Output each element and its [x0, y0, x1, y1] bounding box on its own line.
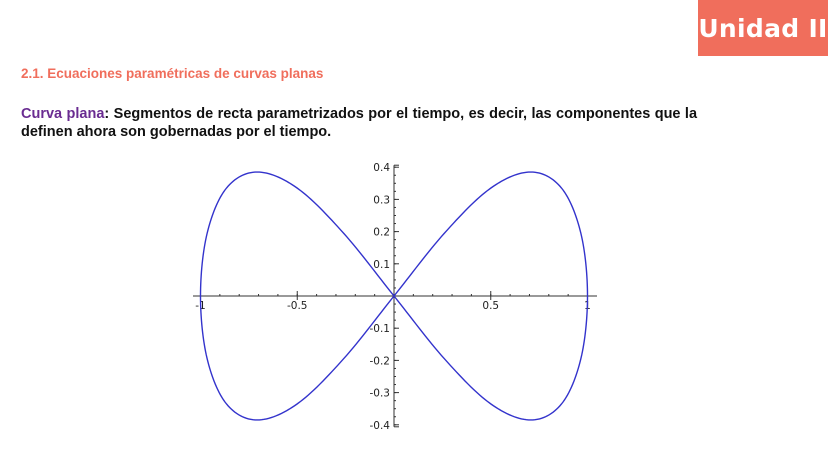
- y-tick-label: -0.3: [369, 387, 390, 400]
- y-tick-label: -0.4: [369, 419, 390, 432]
- y-tick-label: -0.1: [369, 323, 390, 336]
- y-tick-label: 0.1: [373, 258, 390, 271]
- unit-badge: Unidad II: [698, 0, 828, 56]
- x-tick-label: 1: [584, 300, 591, 312]
- x-tick-label: 0.5: [482, 300, 500, 312]
- y-tick-label: -0.2: [369, 355, 390, 368]
- x-tick-label: -1: [195, 300, 206, 312]
- section-title: 2.1. Ecuaciones paramétricas de curvas planas: [21, 66, 324, 81]
- y-tick-label: 0.3: [373, 194, 390, 207]
- definition-term: Curva plana: [21, 106, 105, 122]
- x-tick-label: -0.5: [287, 300, 308, 312]
- definition-text: Segmentos de recta parametrizados por el tiempo, es decir, las componentes que la definen ahora son gobernadas por el tiempo.: [21, 106, 698, 140]
- y-tick-label: 0.4: [373, 162, 390, 175]
- y-tick-label: 0.2: [373, 226, 390, 239]
- definition-separator: :: [104, 106, 110, 122]
